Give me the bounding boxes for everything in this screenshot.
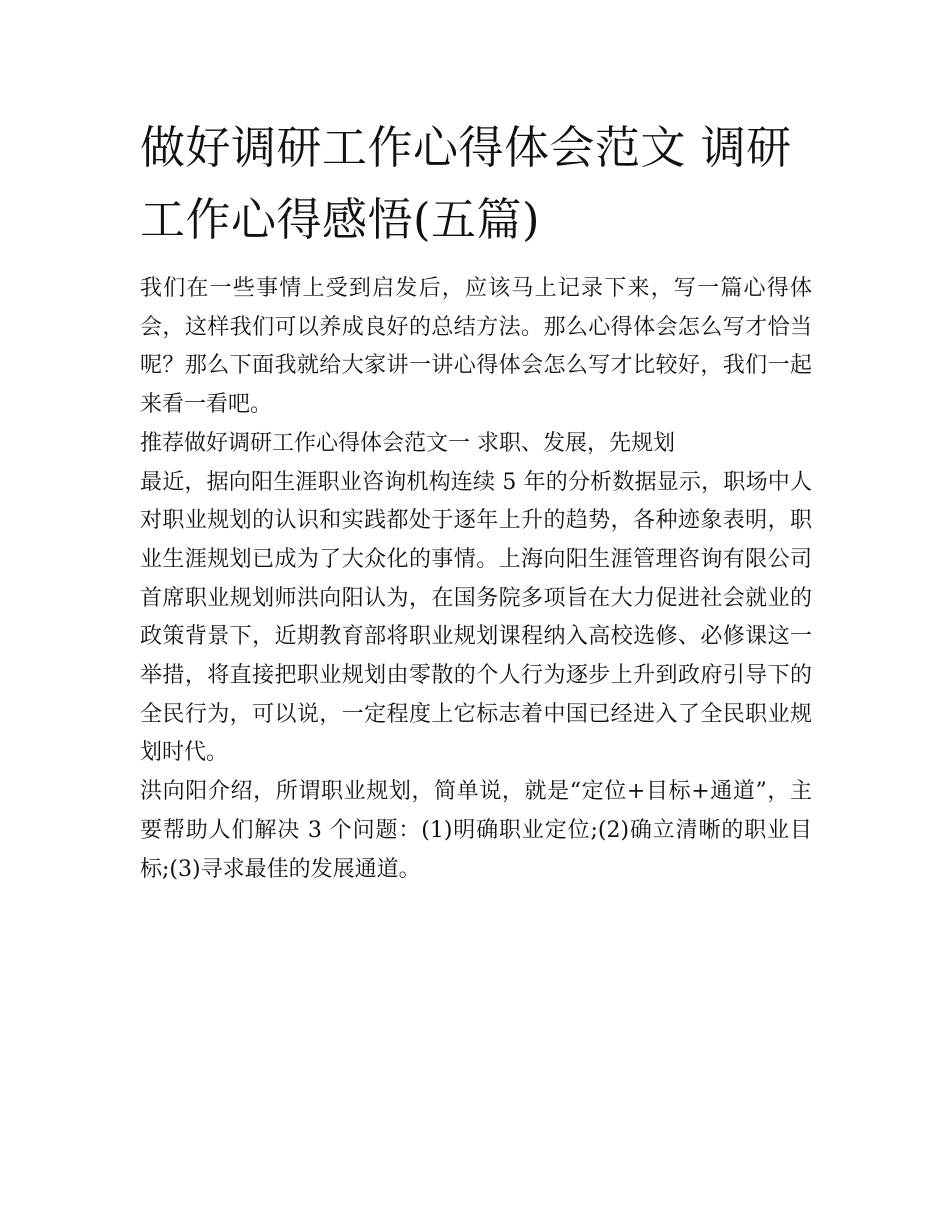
- document-title: 做好调研工作心得体会范文 调研工作心得感悟(五篇): [140, 121, 792, 246]
- paragraph-body-2: 洪向阳介绍，所谓职业规划，简单说，就是“定位+目标+通道”，主要帮助人们解决 3 个问题：(1)明确职业定位;(2)确立清晰的职业目标;(3)寻求最佳的发展通道。: [140, 779, 812, 882]
- paragraph-section-heading: 推荐做好调研工作心得体会范文一 求职、发展，先规划: [140, 430, 675, 456]
- paragraph-intro: 我们在一些事情上受到启发后，应该马上记录下来，写一篇心得体会，这样我们可以养成良好的总结方法。那么心得体会怎么写才恰当呢？那么下面我就给大家讲一讲心得体会怎么写才比较好，我们一起来看一看吧。: [140, 276, 812, 418]
- document-body: [140, 112, 812, 889]
- paragraph-body-1: 最近，据向阳生涯职业咨询机构连续 5 年的分析数据显示，职场中人对职业规划的认识和实践都处于逐年上升的趋势，各种迹象表明，职业生涯规划已成为了大众化的事情。上海向阳生涯管理咨询有限公司首席职业规划师洪向阳认为，在国务院多项旨在大力促进社会就业的政策背景下，近期教育部将职业规划课程纳入高校选修、必修课这一举措，将直接把职业规划由零散的个人行为逐步上升到政府引导下的全民行为，可以说，一定程度上它标志着中国已经进入了全民职业规划时代。: [140, 469, 812, 766]
